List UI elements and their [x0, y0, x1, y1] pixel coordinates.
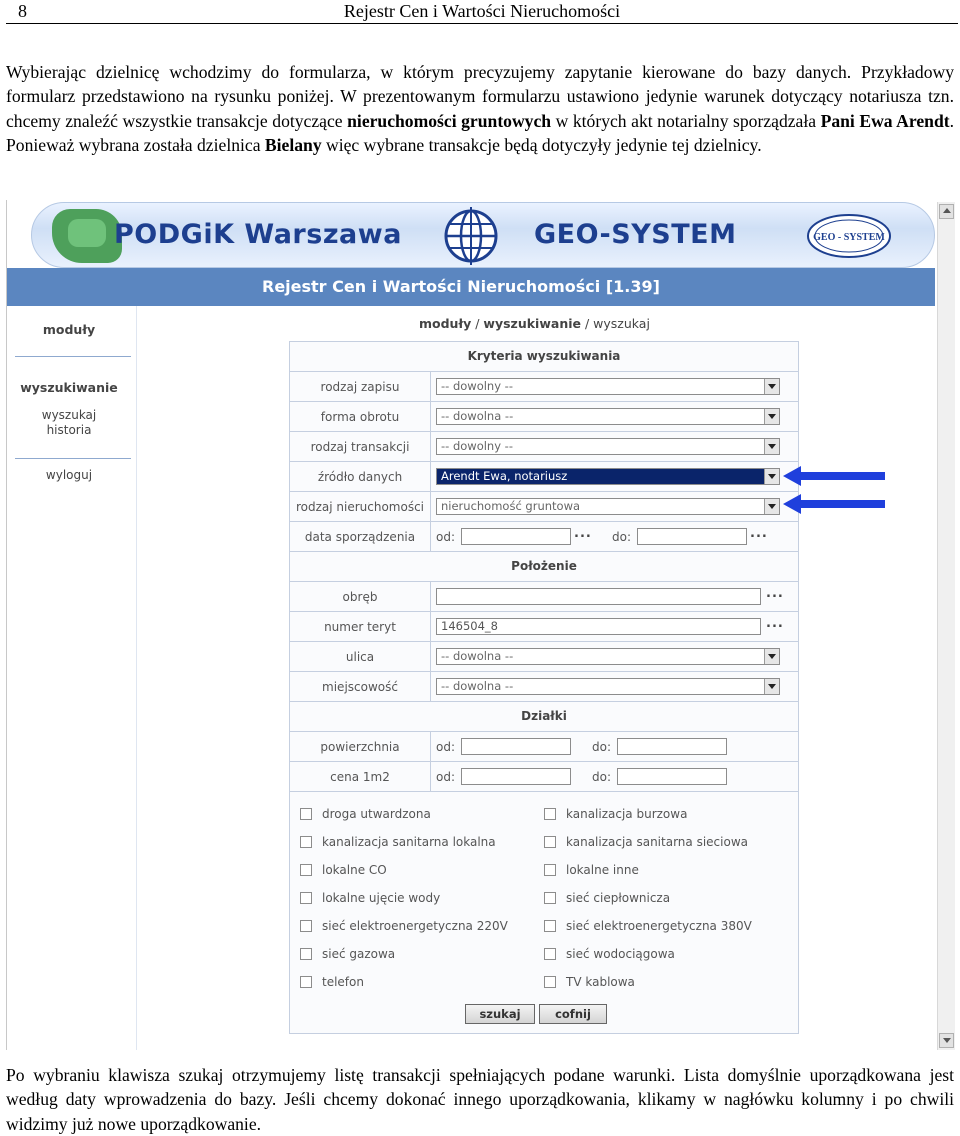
teryt-input[interactable]: 146504_8 [436, 618, 761, 635]
checkbox[interactable] [300, 808, 312, 820]
date-to-label: do: [612, 530, 632, 544]
sidebar [7, 306, 137, 1050]
checkbox[interactable] [300, 976, 312, 988]
checkbox[interactable] [300, 948, 312, 960]
chevron-down-icon[interactable] [764, 379, 779, 394]
search-button[interactable]: szukaj [465, 1004, 535, 1024]
label-data-source: źródło danych [290, 462, 431, 491]
checkbox[interactable] [300, 920, 312, 932]
back-button[interactable]: cofnij [539, 1004, 607, 1024]
select-data-source[interactable]: Arendt Ewa, notariusz [436, 468, 780, 485]
teryt-picker[interactable]: ... [766, 616, 784, 631]
date-to-input[interactable] [637, 528, 747, 545]
sidebar-item-logout[interactable]: wyloguj [45, 468, 93, 482]
price-to-label: do: [592, 770, 612, 784]
area-to-input[interactable] [617, 738, 727, 755]
checkbox[interactable] [544, 976, 556, 988]
row-street [290, 642, 798, 672]
label-price: cena 1m2 [290, 762, 431, 791]
search-form: Kryteria wyszukiwania rodzaj zapisu -- dowolny -- forma obrotu -- dowolna -- rodzaj transakcji -- dowolny -- źródło danych Arendt Ewa, notariusz rodzaj nieruchomości nieruchomość gruntowa data sporządzenia od: ... do: ... Położenie obręb ... numer teryt 146504_8 ... ulica -- dowolna -- miejscowość -- dowolna -- Działki powierzchnia od: do: cena 1m2 od: do: droga utwardzona kanalizacja sanitarna lokalna lokalne CO lokalne ujęcie wody sieć elektroenergetyczna 220V sieć gazowa telefon kanalizacja burzowa kanalizacja sanitarna sieciowa lokalne inne sieć ciepłownicza sieć elektroenergetyczna 380V sieć wodociągowa TV kablowa [289, 341, 799, 1034]
label-precinct: obręb [290, 582, 431, 611]
checkbox[interactable] [544, 920, 556, 932]
section-criteria: Kryteria wyszukiwania [290, 342, 798, 372]
app-screenshot [6, 200, 956, 1050]
arrow-left-icon [783, 494, 885, 514]
page-number: 8 [18, 1, 27, 21]
row-transaction-type [290, 432, 798, 462]
row-trade-form [290, 402, 798, 432]
row-date [290, 522, 798, 552]
scroll-down-icon[interactable] [939, 1033, 954, 1048]
section-parcels: Działki [290, 702, 798, 732]
label-teryt: numer teryt [290, 612, 431, 641]
chevron-down-icon[interactable] [764, 409, 779, 424]
checkbox[interactable] [300, 864, 312, 876]
breadcrumb: moduły / wyszukiwanie / wyszukaj [419, 316, 650, 331]
bold-district: Bielany [264, 135, 322, 156]
select-property-type[interactable]: nieruchomość gruntowa [436, 498, 780, 515]
row-precinct [290, 582, 798, 612]
select-record-type[interactable]: -- dowolny -- [436, 378, 780, 395]
label-transaction-type: rodzaj transakcji [290, 432, 431, 461]
page-header [6, 0, 958, 24]
intro-paragraph: Wybierając dzielnicę wchodzimy do formularza, w którym precyzujemy zapytanie kierowane do bazy danych. Przykładowy formularz przedstawiono na rysunku poniżej. W prezentowanym formularzu ustawiono jedynie warunek dotyczący notariusza tzn. chcemy znaleźć wszystkie transakcje dotyczące nieruchomości gruntowych w których akt notarialny sporządzała Pani Ewa Arendt. Ponieważ wybrana została dzielnica Bielany więc wybrane transakcje będą dotyczyły jedynie tej dzielnicy. [6, 62, 954, 156]
chevron-down-icon[interactable] [764, 439, 779, 454]
sidebar-divider [15, 356, 131, 357]
area-from-input[interactable] [461, 738, 571, 755]
checkbox[interactable] [544, 948, 556, 960]
scroll-up-icon[interactable] [939, 204, 954, 219]
brand-podgik: PODGiK Warszawa [114, 219, 402, 250]
price-from-label: od: [436, 770, 456, 784]
select-transaction-type[interactable]: -- dowolny -- [436, 438, 780, 455]
checkbox[interactable] [544, 808, 556, 820]
chevron-down-icon[interactable] [764, 469, 779, 484]
section-location: Położenie [290, 552, 798, 582]
bold-notary: Pani Ewa Arendt [820, 110, 950, 131]
row-locality [290, 672, 798, 702]
row-teryt [290, 612, 798, 642]
label-street: ulica [290, 642, 431, 671]
label-record-type: rodzaj zapisu [290, 372, 431, 401]
date-from-input[interactable] [461, 528, 571, 545]
app-title: Rejestr Cen i Wartości Nieruchomości [1.39] [262, 277, 660, 296]
app-title-bar [7, 268, 935, 306]
precinct-picker[interactable]: ... [766, 586, 784, 601]
price-from-input[interactable] [461, 768, 571, 785]
label-trade-form: forma obrotu [290, 402, 431, 431]
seal-icon [806, 213, 892, 259]
outro-paragraph: Po wybraniu klawisza szukaj otrzymujemy listę transakcji spełniających podane warunki. Lista domyślnie uporządkowana jest według daty wprowadzenia do bazy. Jeśli chcemy dokonać innego uporządkowania, klikamy w nagłówku kolumny i po chwili widzimy już nowe uporządkowanie. [6, 1065, 954, 1134]
globe-icon [442, 207, 500, 265]
vertical-scrollbar[interactable] [937, 202, 955, 1050]
checkbox[interactable] [300, 836, 312, 848]
row-price [290, 762, 798, 792]
select-trade-form[interactable]: -- dowolna -- [436, 408, 780, 425]
label-property-type: rodzaj nieruchomości [290, 492, 431, 521]
select-street[interactable]: -- dowolna -- [436, 648, 780, 665]
checkbox[interactable] [300, 892, 312, 904]
chevron-down-icon[interactable] [764, 499, 779, 514]
checkbox[interactable] [544, 864, 556, 876]
label-date: data sporządzenia [290, 522, 431, 551]
banner [31, 202, 935, 268]
breadcrumb-current: wyszukaj [593, 316, 650, 331]
chevron-down-icon[interactable] [764, 649, 779, 664]
map-logo-icon [52, 209, 122, 263]
select-locality[interactable]: -- dowolna -- [436, 678, 780, 695]
row-data-source [290, 462, 798, 492]
sidebar-item-history[interactable]: historia [46, 423, 92, 437]
label-locality: miejscowość [290, 672, 431, 701]
sidebar-item-modules[interactable]: moduły [42, 322, 96, 337]
area-to-label: do: [592, 740, 612, 754]
sidebar-divider [15, 458, 131, 459]
seal-text: GEO - SYSTEM [813, 232, 885, 243]
area-from-label: od: [436, 740, 456, 754]
bold-property-type: nieruchomości gruntowych [347, 110, 552, 131]
breadcrumb-search[interactable]: wyszukiwanie [483, 316, 581, 331]
date-from-label: od: [436, 530, 456, 544]
row-record-type [290, 372, 798, 402]
row-area [290, 732, 798, 762]
chevron-down-icon[interactable] [764, 679, 779, 694]
row-property-type [290, 492, 798, 522]
checkbox[interactable] [544, 892, 556, 904]
label-area: powierzchnia [290, 732, 431, 761]
checkbox[interactable] [544, 836, 556, 848]
price-to-input[interactable] [617, 768, 727, 785]
document-title: Rejestr Cen i Wartości Nieruchomości [343, 1, 621, 21]
arrow-left-icon [783, 466, 885, 486]
date-to-picker[interactable]: ... [750, 526, 768, 541]
sidebar-header-search: wyszukiwanie [20, 380, 118, 395]
brand-geo-system: GEO-SYSTEM [534, 219, 737, 250]
precinct-input[interactable] [436, 588, 761, 605]
breadcrumb-modules[interactable]: moduły [419, 316, 472, 331]
sidebar-item-search[interactable]: wyszukaj [41, 408, 97, 422]
date-from-picker[interactable]: ... [574, 526, 592, 541]
